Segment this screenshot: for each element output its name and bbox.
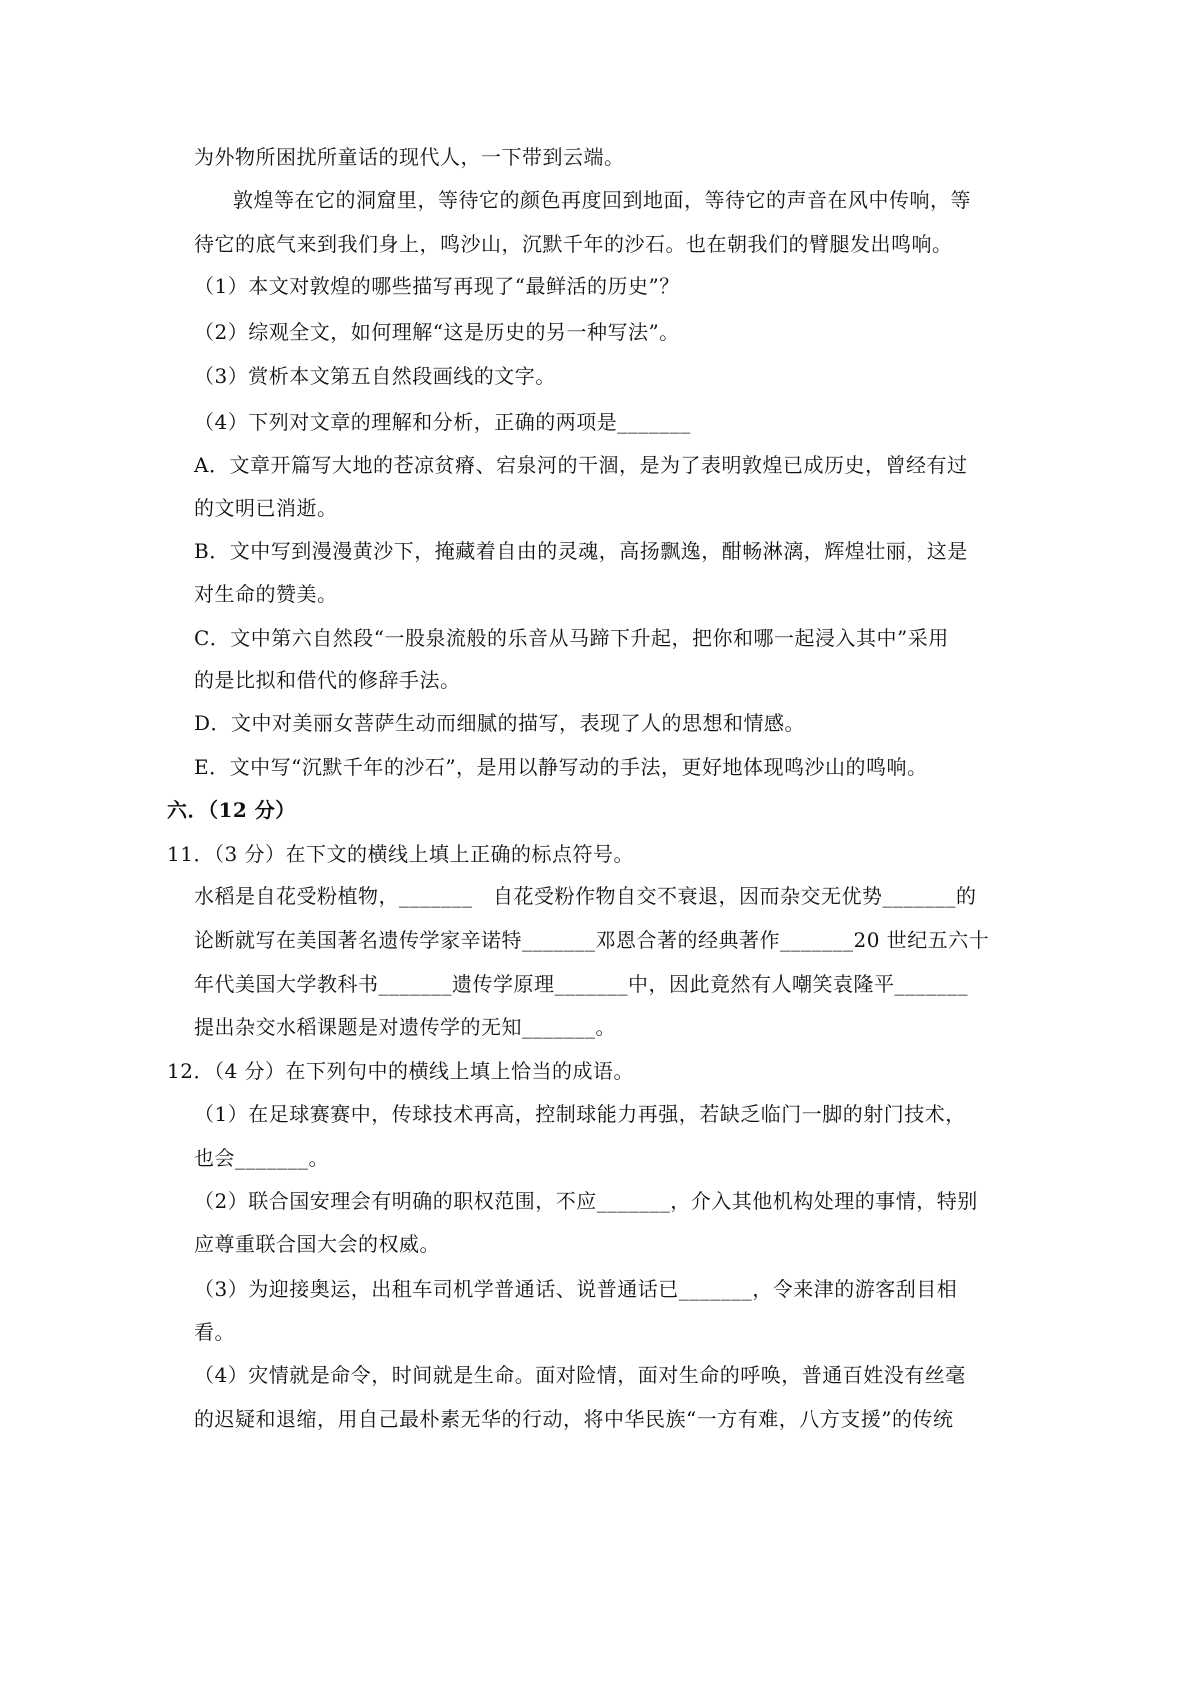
option-line: B．文中写到漫漫黄沙下，掩藏着自由的灵魂，高扬飘逸，酣畅淋漓，辉煌壮丽，这是 (194, 539, 968, 563)
question-item: （1）在足球赛赛中，传球技术再高，控制球能力再强，若缺乏临门一脚的射门技术， (194, 1102, 966, 1126)
section-heading: 六．（12 分） (167, 798, 296, 822)
option-line: 对生命的赞美。 (194, 582, 338, 606)
text-line: 水稻是自花受粉植物，_______ 自花受粉作物自交不衰退，因而杂交无优势_______的 (194, 884, 977, 908)
question-item: （4）灾情就是命令，时间就是生命。面对险情，面对生命的呼唤，普通百姓没有丝毫 (194, 1363, 966, 1387)
text-line: 待它的底气来到我们身上，鸣沙山，沉默千年的沙石。也在朝我们的臂腿发出鸣响。 (194, 232, 953, 256)
question-heading: 12．（4 分）在下列句中的横线上填上恰当的成语。 (167, 1059, 635, 1083)
question-item: （4）下列对文章的理解和分析，正确的两项是_______ (194, 410, 691, 434)
text-line: 年代美国大学教科书_______遗传学原理_______中，因此竟然有人嘲笑袁隆平_______ (194, 972, 968, 996)
text-line: 提出杂交水稻课题是对遗传学的无知_______。 (194, 1015, 616, 1039)
option-line: C．文中第六自然段“一股泉流般的乐音从马蹄下升起，把你和哪一起浸入其中”采用 (194, 626, 949, 650)
text-line: 论断就写在美国著名遗传学家辛诺特_______邓恩合著的经典著作_______20 世纪五六十 (194, 928, 990, 952)
question-item: （2）联合国安理会有明确的职权范围，不应_______，介入其他机构处理的事情，特别 (194, 1189, 978, 1213)
question-item: （1）本文对敦煌的哪些描写再现了“最鲜活的历史”？ (194, 274, 680, 298)
question-item: （3）赏析本文第五自然段画线的文字。 (194, 364, 556, 388)
text-line: 敦煌等在它的洞窟里，等待它的颜色再度回到地面，等待它的声音在风中传响，等 (233, 188, 971, 212)
question-item: 也会_______。 (194, 1146, 329, 1170)
question-heading: 11．（3 分）在下文的横线上填上正确的标点符号。 (167, 842, 635, 866)
question-item: 看。 (194, 1320, 235, 1344)
option-line: E．文中写“沉默千年的沙石”，是用以静写动的手法，更好地体现鸣沙山的鸣响。 (194, 755, 928, 779)
question-item: 应尊重联合国大会的权威。 (194, 1232, 440, 1256)
option-line: D．文中对美丽女菩萨生动而细腻的描写，表现了人的思想和情感。 (194, 711, 806, 735)
question-item: （3）为迎接奥运，出租车司机学普通话、说普通话已_______，令来津的游客刮目相 (194, 1277, 958, 1301)
option-line: 的是比拟和借代的修辞手法。 (194, 668, 461, 692)
question-item: 的迟疑和退缩，用自己最朴素无华的行动，将中华民族“一方有难，八方支援”的传统 (194, 1407, 954, 1431)
question-item: （2）综观全文，如何理解“这是历史的另一种写法”。 (194, 320, 680, 344)
option-line: 的文明已消逝。 (194, 496, 338, 520)
option-line: A．文章开篇写大地的苍凉贫瘠、宕泉河的干涸，是为了表明敦煌已成历史，曾经有过 (194, 453, 968, 477)
text-line: 为外物所困扰所童话的现代人，一下带到云端。 (194, 145, 625, 169)
